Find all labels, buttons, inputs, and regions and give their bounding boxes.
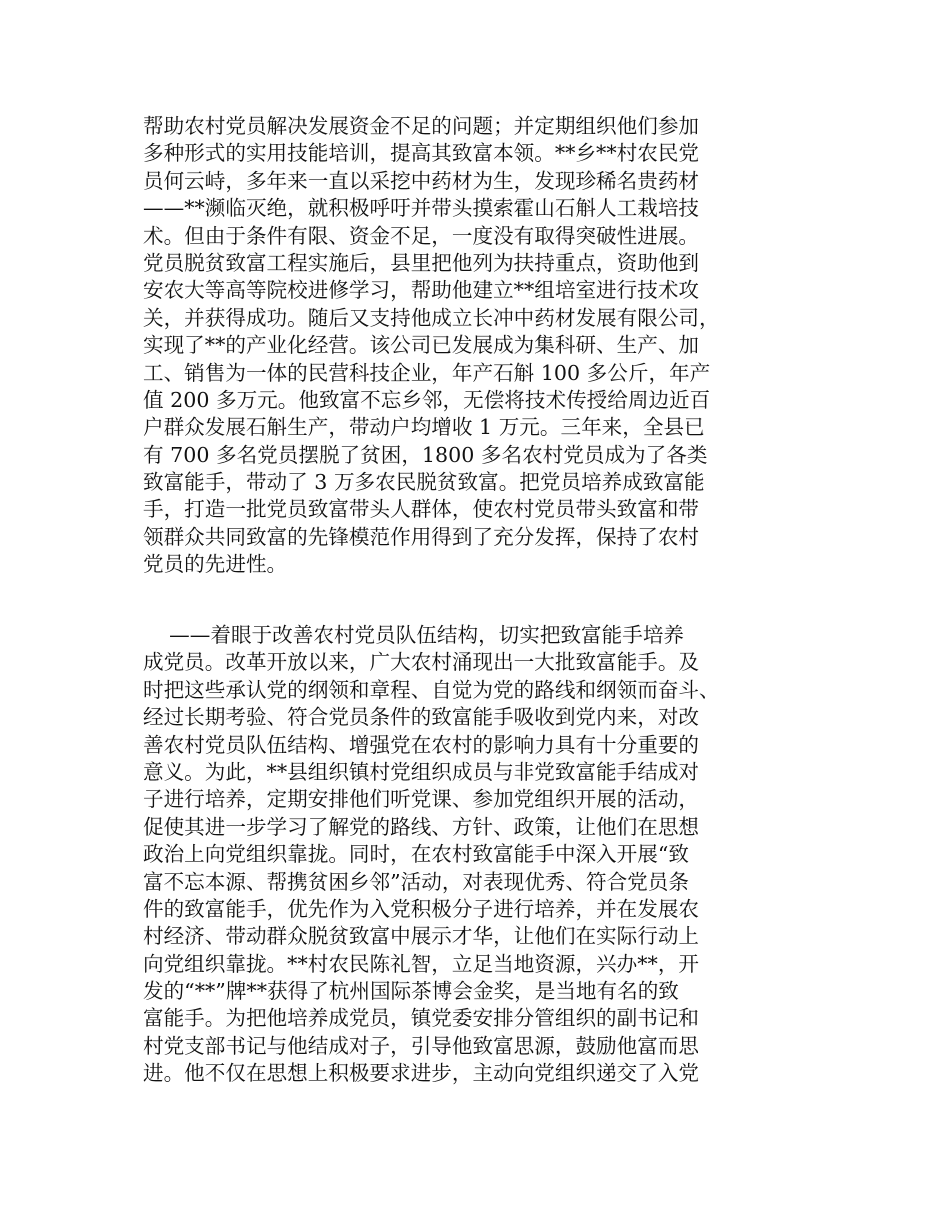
text-line: 村党支部书记与他结成对子，引导他致富思源，鼓励他富而思 — [143, 1033, 700, 1058]
text-line: 实现了**的产业化经营。该公司已发展成为集科研、生产、加 — [143, 333, 700, 358]
text-line: 成党员。改革开放以来，广大农村涌现出一大批致富能手。及 — [143, 650, 700, 675]
text-line: 有 700 多名党员摆脱了贫困，1800 多名农村党员成为了各类 — [143, 442, 708, 467]
text-line: 经过长期考验、符合党员条件的致富能手吸收到党内来，对改 — [143, 705, 700, 730]
text-line: 工、销售为一体的民营科技企业，年产石斛 100 多公斤，年产 — [143, 360, 711, 385]
text-line: 意义。为此，**县组织镇村党组织成员与非党致富能手结成对 — [143, 759, 700, 784]
text-line: 进。他不仅在思想上积极要求进步，主动向党组织递交了入党 — [143, 1061, 700, 1086]
text-line: 子进行培养，定期安排他们听党课、参加党组织开展的活动， — [143, 787, 700, 812]
text-line: 关，并获得成功。随后又支持他成立长冲中药材发展有限公司， — [143, 305, 720, 330]
text-line: 术。但由于条件有限、资金不足，一度没有取得突破性进展。 — [143, 223, 700, 248]
text-line: 值 200 多万元。他致富不忘乡邻，无偿将技术传授给周边近百 — [143, 387, 711, 412]
paragraph-1 — [143, 113, 833, 579]
text-line: 政治上向党组织靠拢。同时，在农村致富能手中深入开展“致 — [143, 842, 689, 867]
text-line: 领群众共同致富的先锋模范作用得到了充分发挥，保持了农村 — [143, 524, 700, 549]
text-line: 安农大等高等院校进修学习，帮助他建立**组培室进行技术攻 — [143, 278, 700, 303]
text-line: 手，打造一批党员致富带头人群体，使农村党员带头致富和带 — [143, 497, 700, 522]
text-line: 户群众发展石斛生产，带动户均增收 1 万元。三年来，全县已 — [143, 415, 705, 440]
text-line: 帮助农村党员解决发展资金不足的问题；并定期组织他们参加 — [143, 114, 700, 138]
paragraph-2 — [143, 622, 833, 1088]
text-line: 发的“**”牌**获得了杭州国际茶博会金奖，是当地有名的致 — [143, 979, 679, 1004]
text-line: 致富能手，带动了 3 万多农民脱贫致富。把党员培养成致富能 — [143, 470, 705, 495]
text-line: 富能手。为把他培养成党员，镇党委安排分管组织的副书记和 — [143, 1006, 700, 1031]
text-line: 党员脱贫致富工程实施后，县里把他列为扶持重点，资助他到 — [143, 250, 700, 275]
text-line: 善农村党员队伍结构、增强党在农村的影响力具有十分重要的 — [143, 732, 700, 757]
text-line: 时把这些承认党的纲领和章程、自觉为党的路线和纲领而奋斗、 — [143, 677, 720, 702]
text-line: 员何云峙，多年来一直以采挖中药材为生，发现珍稀名贵药材 — [143, 168, 700, 193]
text-line: 促使其进一步学习了解党的路线、方针、政策，让他们在思想 — [143, 814, 700, 839]
text-line: 多种形式的实用技能培训，提高其致富本领。**乡**村农民党 — [143, 141, 700, 166]
text-line: ——**濒临灭绝，就积极呼吁并带头摸索霍山石斛人工栽培技 — [143, 196, 700, 221]
text-line: 向党组织靠拢。**村农民陈礼智，立足当地资源，兴办**，开 — [143, 951, 700, 976]
text-line: ——着眼于改善农村党员队伍结构，切实把致富能手培养 — [143, 623, 685, 647]
text-line: 件的致富能手，优先作为入党积极分子进行培养，并在发展农 — [143, 896, 700, 921]
text-line: 富不忘本源、帮携贫困乡邻”活动，对表现优秀、符合党员条 — [143, 869, 689, 894]
text-line: 党员的先进性。 — [143, 552, 288, 577]
text-line: 村经济、带动群众脱贫致富中展示才华，让他们在实际行动上 — [143, 924, 700, 949]
